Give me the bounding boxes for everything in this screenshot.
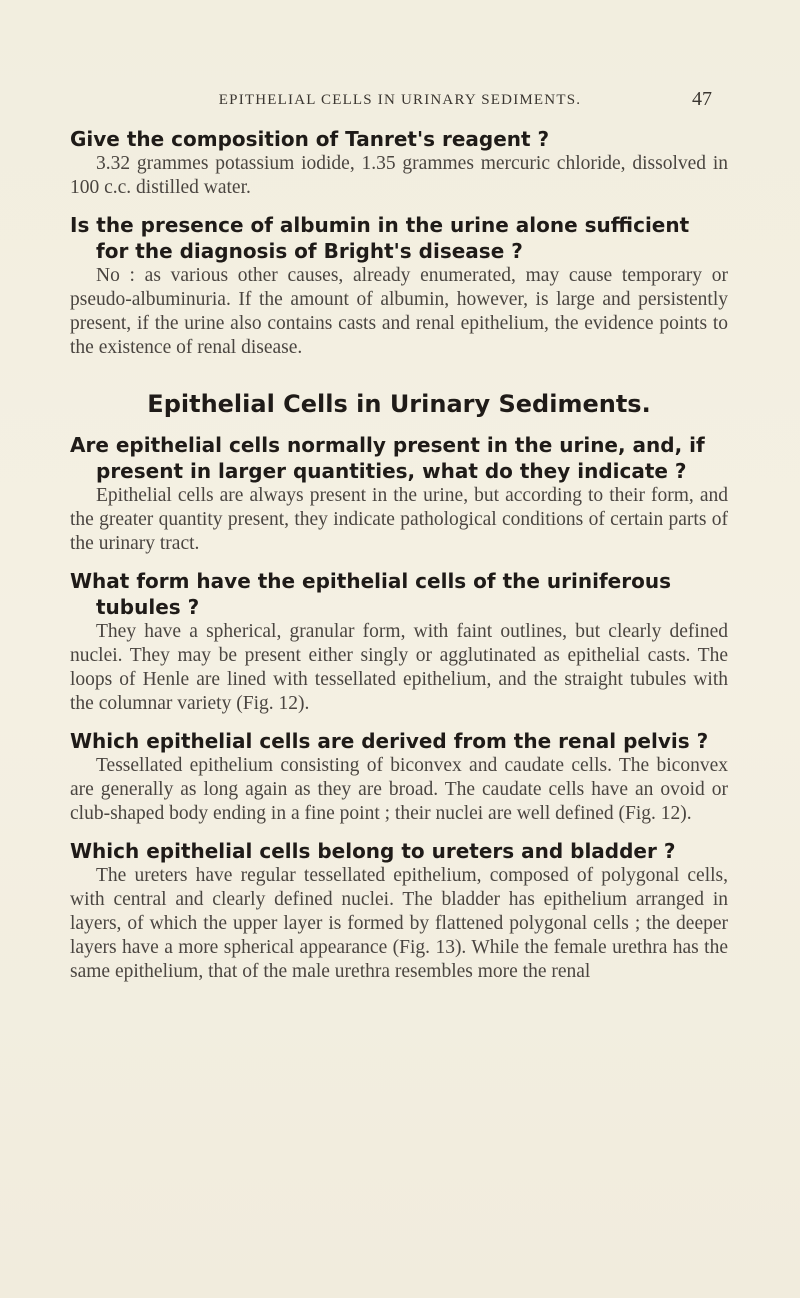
page-number: 47	[692, 88, 712, 110]
qa-block-ureters-bladder	[70, 838, 728, 984]
answer-paragraph: No : as various other causes, already enumerated, may cause temporary or pseudo-albuminuria. If the amount of albumin, however, is large and persistently present, if the urine also contains casts and renal epithelium, the evidence points to the existence of renal disease.	[70, 265, 728, 358]
qa-block-uriniferous	[70, 568, 728, 716]
answer-paragraph: The ureters have regular tessellated epithelium, composed of polygonal cells, with central and clearly defined nuclei. The bladder has epithelium arranged in layers, of which the upper layer is formed by flattened polygonal cells ; the deeper layers have a more spherical appearance (Fig. 13). While the female urethra has the same epithelium, that of the male urethra resembles more the renal	[70, 865, 728, 982]
qa-block-epithelial-normal	[70, 432, 728, 556]
section-title: Epithelial Cells in Urinary Sediments.	[147, 390, 651, 418]
question-heading: What form have the epithelial cells of the uriniferous tubules ?	[70, 569, 671, 619]
answer-paragraph: They have a spherical, granular form, with faint outlines, but clearly defined nuclei. They may be present either singly or agglutinated as epithelial casts. The loops of Henle are lined with tessellated epithelium, and the straight tubules with the columnar variety (Fig. 12).	[70, 621, 728, 714]
page-body	[70, 126, 728, 996]
qa-block-renal-pelvis	[70, 728, 728, 826]
running-head: EPITHELIAL CELLS IN URINARY SEDIMENTS.	[218, 92, 582, 108]
answer-paragraph: Tessellated epithelium consisting of biconvex and caudate cells. The biconvex are generally as long again as they are broad. The caudate cells have an ovoid or club-shaped body ending in a fine point ; their nuclei are well defined (Fig. 12).	[70, 755, 728, 824]
question-heading: Are epithelial cells normally present in the urine, and, if present in larger quantities, what do they indicate ?	[70, 433, 705, 483]
question-heading: Which epithelial cells belong to ureters and bladder ?	[70, 839, 676, 863]
question-heading: Give the composition of Tanret's reagent ?	[70, 127, 550, 151]
question-heading: Is the presence of albumin in the urine alone sufficient for the diagnosis of Bright's disease ?	[70, 213, 690, 263]
question-heading: Which epithelial cells are derived from the renal pelvis ?	[70, 729, 709, 753]
qa-block-tanret	[70, 126, 728, 200]
answer-paragraph: Epithelial cells are always present in the urine, but according to their form, and the greater quantity present, they indicate pathological conditions of certain parts of the urinary tract.	[70, 485, 728, 554]
answer-paragraph: 3.32 grammes potassium iodide, 1.35 grammes mercuric chloride, dissolved in 100 c.c. distilled water.	[70, 153, 728, 198]
qa-block-albumin	[70, 212, 728, 360]
